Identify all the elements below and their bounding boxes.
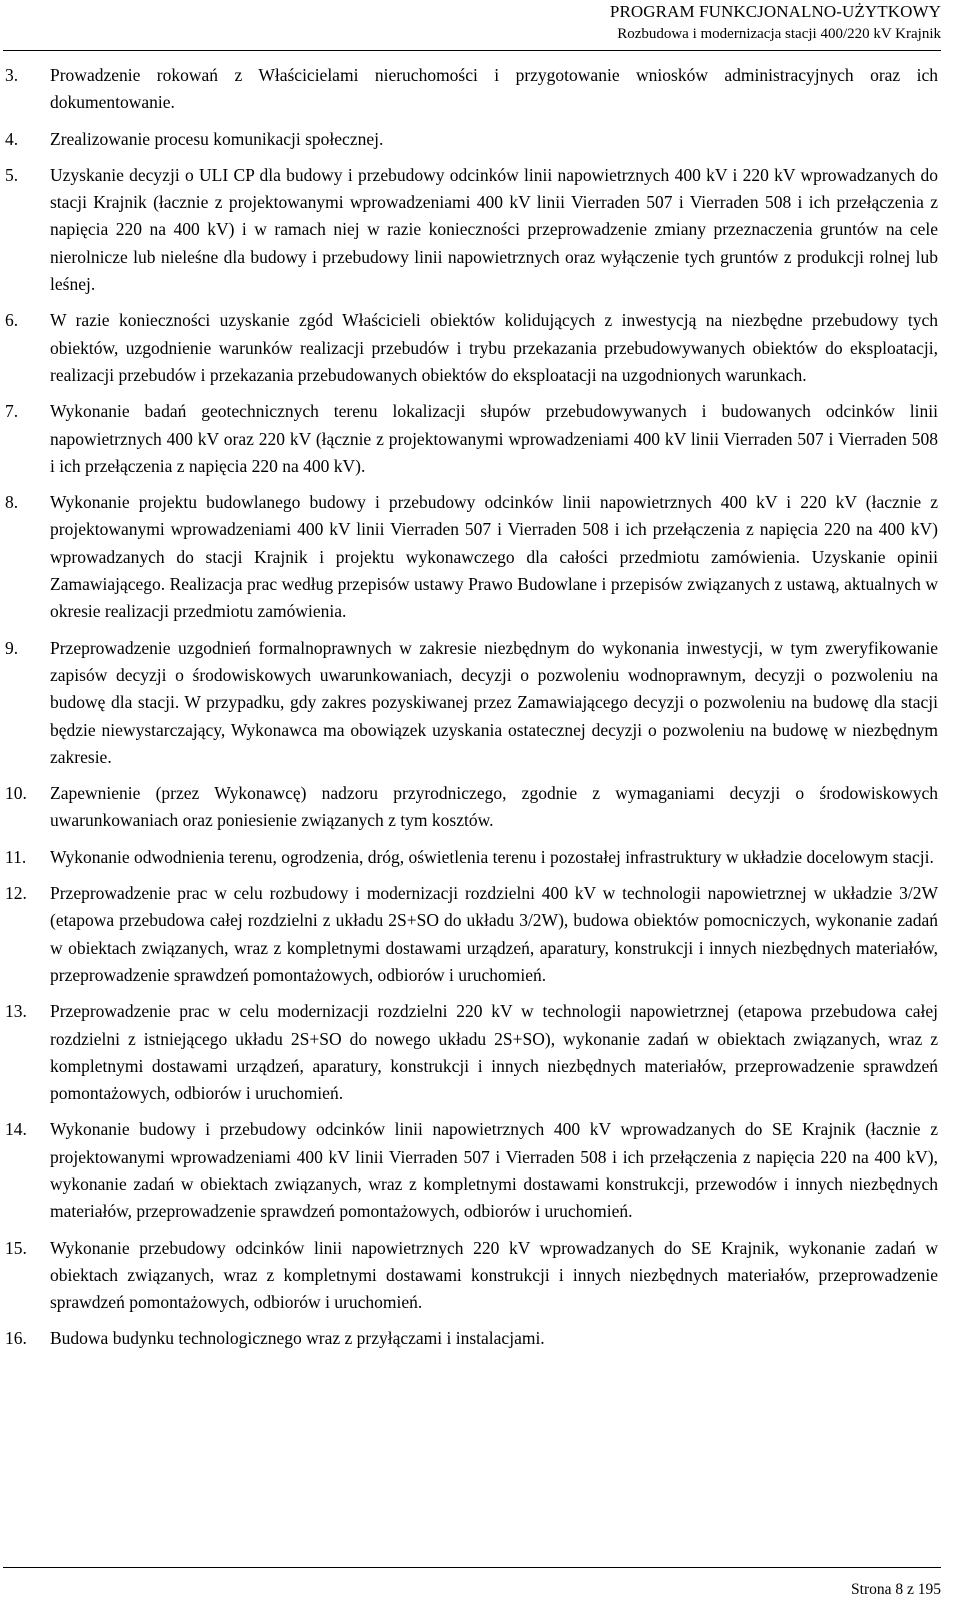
list-item [0, 126, 960, 153]
list-item-number: 5. [5, 164, 19, 185]
list-item-number: 3. [5, 65, 19, 85]
list-item [0, 880, 960, 989]
numbered-list [0, 62, 960, 1362]
list-item [0, 780, 960, 835]
list-item [0, 489, 960, 625]
list-item [0, 162, 960, 298]
list-item-number: 11. [5, 846, 27, 867]
list-item-number: 15. [5, 1237, 27, 1258]
list-item-text: Wykonanie projektu budowlanego budowy i przebudowy odcinków linii napowietrznych 400 kV i 220 kV (łacznie z projektowanymi wprowadzeniami 400 kV linii Vierraden 507 i Vierraden 508 i ich przełączenia z napięcia 220 na 400 kV) wprowadzanych do stacji Krajnik i projektu wykonawczego dla całości przedmiotu zamówienia. Uzyskanie opinii Zamawiającego. Realizacja prac według przepisów ustawy Prawo Budowlane i przepisów związanych z ustawą, aktualnych w okresie realizacji przedmiotu zamówienia. [50, 492, 938, 622]
list-item-number: 9. [5, 637, 19, 658]
list-item-text: Prowadzenie rokowań z Właścicielami nieruchomości i przygotowanie wniosków administracyjnych oraz ich dokumentowanie. [50, 65, 938, 113]
footer-divider [3, 1567, 941, 1568]
list-item-text: Wykonanie badań geotechnicznych terenu lokalizacji słupów przebudowywanych i budowanych odcinków linii napowietrznych 400 kV oraz 220 kV (łącznie z projektowanymi wprowadzeniami 400 kV linii Vierraden 507 i Vierraden 508 i ich przełączenia z napięcia 220 na 400 kV). [50, 401, 938, 476]
page-header [610, 0, 941, 46]
list-item [0, 1116, 960, 1225]
list-item-text: Wykonanie przebudowy odcinków linii napowietrznych 220 kV wprowadzanych do SE Krajnik, wykonanie zadań w obiektach związanych, wraz z kompletnymi dostawami konstrukcji i innych niezbędnych materiałów, przeprowadzenie sprawdzeń pomontażowych, odbiorów i uruchomień. [50, 1237, 938, 1313]
list-item [0, 398, 960, 480]
list-item-number: 16. [5, 1328, 27, 1349]
list-item-text: Zrealizowanie procesu komunikacji społecznej. [50, 128, 384, 149]
list-item [0, 1235, 960, 1317]
list-item-text: Wykonanie odwodnienia terenu, ogrodzenia, dróg, oświetlenia terenu i pozostałej infrastruktury w układzie docelowym stacji. [50, 846, 934, 867]
header-divider [3, 50, 941, 51]
list-item-text: W razie konieczności uzyskanie zgód Właścicieli obiektów kolidujących z inwestycją na niezbędne przebudowy tych obiektów, uzgodnienie warunków realizacji przebudów i trybu przekazania przebudowywanych obiektów do eksploatacji, realizacji przebudów i przekazania przebudowanych obiektów do eksploatacji na uzgodnionych warunkach. [50, 310, 938, 385]
list-item-text: Przeprowadzenie prac w celu modernizacji rozdzielni 220 kV w technologii napowietrznej (etapowa przebudowa całej rozdzielni z istniejącego układu 2S+SO do nowego układu 2S+SO), wykonanie zadań w obiektach związanych, wraz z kompletnymi dostawami urządzeń, aparatury, konstrukcji i innych niezbędnych materiałów, przeprowadzenie sprawdzeń pomontażowych, odbiorów i uruchomień. [50, 1001, 938, 1104]
page-footer [0, 1559, 960, 1603]
list-item [0, 1325, 960, 1352]
list-item [0, 62, 960, 117]
document-subtitle: Rozbudowa i modernizacja stacji 400/220 kV Krajnik [617, 26, 941, 42]
list-item-text: Zapewnienie (przez Wykonawcę) nadzoru przyrodniczego, zgodnie z wymaganiami decyzji o środowiskowych uwarunkowaniach oraz poniesienie związanych z tym kosztów. [50, 783, 938, 831]
list-item [0, 635, 960, 771]
page-number: Strona 8 z 195 [851, 1581, 941, 1598]
list-item-number: 7. [5, 401, 19, 422]
list-item-number: 12. [5, 883, 27, 904]
list-item-number: 14. [5, 1119, 27, 1140]
list-item-number: 6. [5, 310, 19, 331]
list-item-number: 13. [5, 1001, 27, 1022]
list-item [0, 307, 960, 389]
list-item-number: 4. [5, 128, 19, 149]
list-item [0, 998, 960, 1107]
list-item-number: 8. [5, 492, 19, 513]
list-item [0, 844, 960, 871]
list-item-text: Przeprowadzenie prac w celu rozbudowy i modernizacji rozdzielni 400 kV w technologii napowietrznej w układzie 3/2W (etapowa przebudowa całej rozdzielni z układu 2S+SO do układu 3/2W), budowa obiektów pomocniczych, wykonanie zadań w obiektach związanych, wraz z kompletnymi dostawami urządzeń, aparatury, konstrukcji i innych niezbędnych materiałów, przeprowadzenie sprawdzeń pomontażowych, odbiorów i uruchomień. [50, 883, 938, 985]
list-item-number: 10. [5, 783, 27, 804]
list-item-text: Uzyskanie decyzji o ULI CP dla budowy i przebudowy odcinków linii napowietrznych 400 kV i 220 kV wprowadzanych do stacji Krajnik (łacznie z projektowanymi wprowadzeniami 400 kV linii Vierraden 507 i Vierraden 508 i ich przełączenia z napięcia 220 na 400 kV) i w ramach niej w razie konieczności przeprowadzenie zmiany przeznaczenia gruntów na cele nierolnicze lub nieleśne dla budowy i przebudowy linii napowietrznych oraz wyłączenie tych gruntów z produkcji rolnej lub leśnej. [50, 164, 938, 295]
list-item-text: Wykonanie budowy i przebudowy odcinków linii napowietrznych 400 kV wprowadzanych do SE Krajnik (łacznie z projektowanymi wprowadzeniami 400 kV linii Vierraden 507 i Vierraden 508 i ich przełączenia z napięcia 220 na 400 kV), wykonanie zadań w obiektach związanych, wraz z kompletnymi dostawami konstrukcji, przewodów i innych niezbędnych materiałów, przeprowadzenie sprawdzeń pomontażowych, odbiorów i uruchomień. [50, 1119, 938, 1222]
list-item-text: Budowa budynku technologicznego wraz z przyłączami i instalacjami. [50, 1328, 545, 1349]
list-item-text: Przeprowadzenie uzgodnień formalnoprawnych w zakresie niezbędnym do wykonania inwestycji, w tym zweryfikowanie zapisów decyzji o środowiskowych uwarunkowaniach, decyzji o pozwoleniu wodnoprawnym, decyzji o pozwoleniu na budowę dla stacji. W przypadku, gdy zakres pozyskiwanej przez Zamawiającego decyzji o pozwoleniu na budowę dla stacji będzie niewystarczający, Wykonawca ma obowiązek uzyskania ostatecznej decyzji o pozwoleniu na budowę w niezbędnym zakresie. [50, 637, 938, 767]
document-title: PROGRAM FUNKCJONALNO-UŻYTKOWY [609, 2, 941, 21]
